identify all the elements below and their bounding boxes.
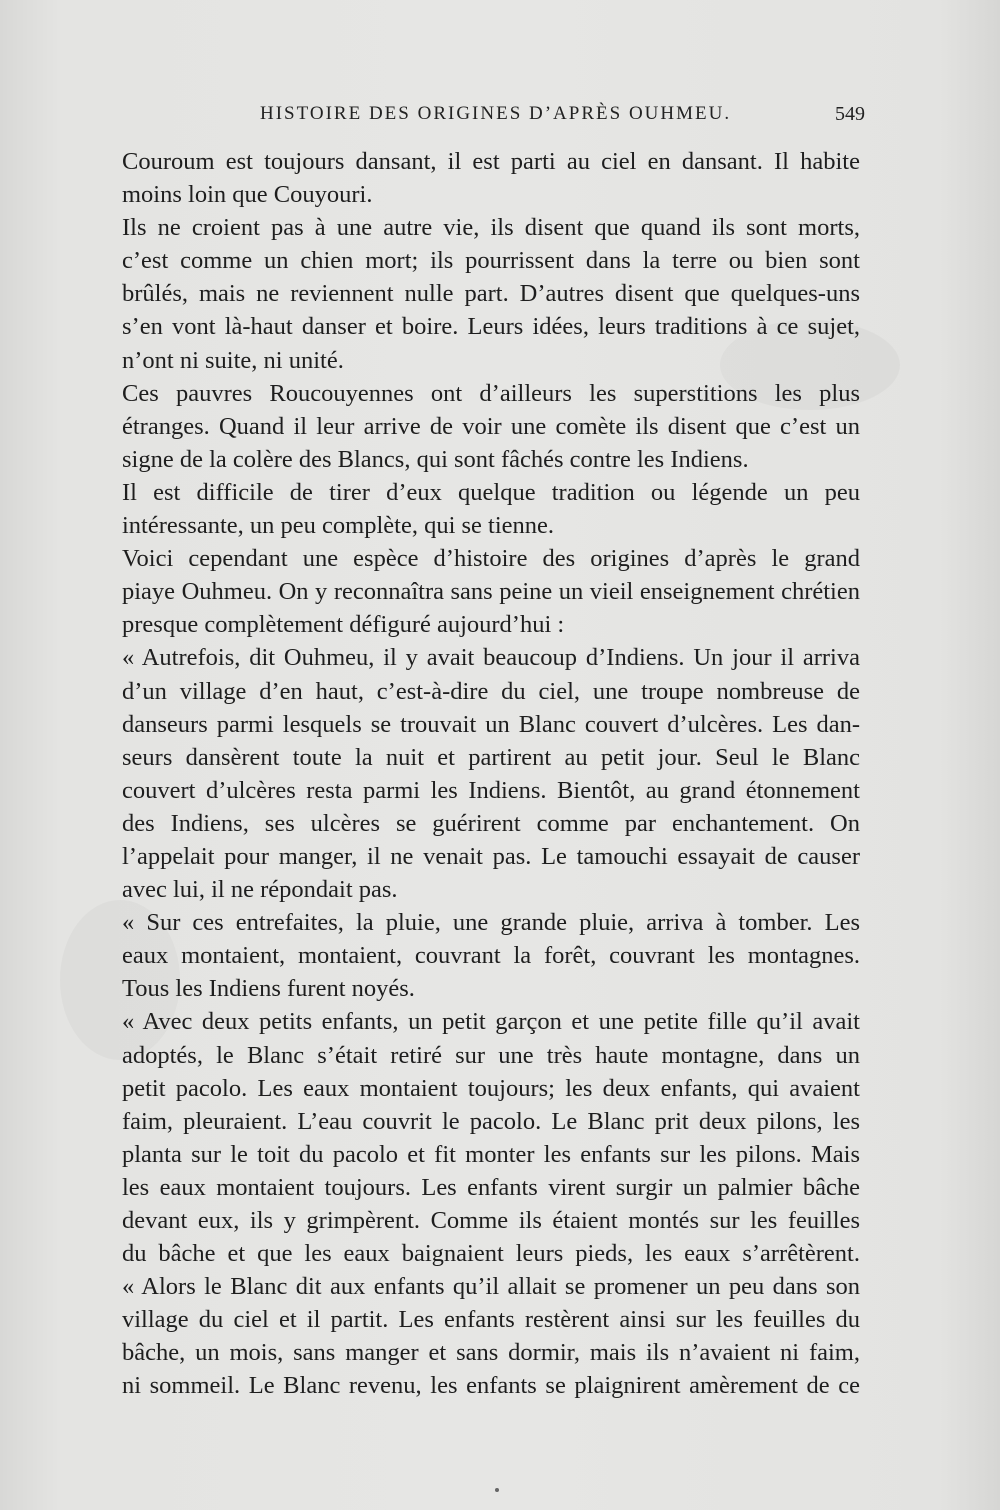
text-line: c’est comme un chien mort; ils pourrissent dans la terre ou bien sont: [122, 247, 860, 275]
text-line: étranges. Quand il leur arrive de voir une comète ils disent que c’est un: [122, 412, 860, 440]
text-line: Couroum est toujours dansant, il est parti au ciel en dansant. Il habite: [122, 148, 860, 175]
text-line: des Indiens, ses ulcères se guérirent comme par enchantement. On: [122, 809, 860, 837]
text-line: moins loin que Couyouri.: [122, 181, 373, 209]
text-line: Ils ne croient pas à une autre vie, ils disent que quand ils sont morts,: [122, 214, 860, 242]
text-line: planta sur le toit du pacolo et fit monter les enfants sur les pilons. Mais: [122, 1140, 860, 1168]
page-number: 549: [835, 103, 865, 125]
print-speck: [495, 1488, 499, 1492]
text-line: n’ont ni suite, ni unité.: [122, 346, 344, 374]
text-line: l’appelait pour manger, il ne venait pas. Le tamouchi essayait de causer: [122, 842, 860, 870]
text-line: Il est difficile de tirer d’eux quelque tradition ou légende un peu: [122, 478, 860, 506]
text-line: brûlés, mais ne reviennent nulle part. D’autres disent que quelques-uns: [122, 280, 860, 308]
text-line: du bâche et que les eaux baignaient leurs pieds, les eaux s’arrêtèrent.: [122, 1240, 860, 1268]
text-line: s’en vont là-haut danser et boire. Leurs idées, leurs traditions à ce sujet,: [122, 313, 860, 341]
text-line: devant eux, ils y grimpèrent. Comme ils étaient montés sur les feuilles: [122, 1207, 860, 1234]
text-line: piaye Ouhmeu. On y reconnaîtra sans peine un vieil enseignement chrétien: [122, 578, 860, 606]
text-line: « Autrefois, dit Ouhmeu, il y avait beaucoup d’Indiens. Un jour il arriva: [122, 644, 860, 672]
body-text: [122, 145, 860, 1403]
text-line: Voici cependant une espèce d’histoire des origines d’après le grand: [122, 545, 860, 573]
text-line: adoptés, le Blanc s’était retiré sur une très haute montagne, dans un: [122, 1041, 860, 1069]
text-line: ni sommeil. Le Blanc revenu, les enfants se plaignirent amèrement de ce: [122, 1372, 860, 1400]
text-line: « Avec deux petits enfants, un petit garçon et une petite fille qu’il avait: [122, 1008, 860, 1036]
text-line: seurs dansèrent toute la nuit et partirent au petit jour. Seul le Blanc: [122, 743, 860, 771]
text-line: danseurs parmi lesquels se trouvait un Blanc couvert d’ulcères. Les dan-: [122, 710, 860, 738]
text-line: signe de la colère des Blancs, qui sont fâchés contre les Indiens.: [122, 445, 749, 473]
text-line: presque complètement défiguré aujourd’hui :: [122, 611, 565, 639]
text-line: eaux montaient, montaient, couvrant la forêt, couvrant les montagnes.: [122, 942, 860, 970]
text-line: faim, pleuraient. L’eau couvrit le pacolo. Le Blanc prit deux pilons, les: [122, 1107, 860, 1135]
text-line: petit pacolo. Les eaux montaient toujours; les deux enfants, qui avaient: [122, 1074, 860, 1102]
running-title: HISTOIRE DES ORIGINES D’APRÈS OUHMEU.: [260, 103, 732, 124]
text-line: Ces pauvres Roucouyennes ont d’ailleurs les superstitions les plus: [122, 379, 860, 407]
text-line: Tous les Indiens furent noyés.: [122, 975, 415, 1003]
text-line: bâche, un mois, sans manger et sans dormir, mais ils n’avaient ni faim,: [122, 1339, 860, 1367]
text-line: d’un village d’en haut, c’est-à-dire du ciel, une troupe nombreuse de: [122, 677, 860, 705]
text-line: village du ciel et il partit. Les enfants restèrent ainsi sur les feuilles du: [122, 1306, 860, 1334]
text-line: avec lui, il ne répondait pas.: [122, 876, 398, 904]
text-line: « Alors le Blanc dit aux enfants qu’il allait se promener un peu dans son: [122, 1273, 860, 1301]
text-line: « Sur ces entrefaites, la pluie, une grande pluie, arriva à tomber. Les: [122, 909, 860, 937]
text-line: couvert d’ulcères resta parmi les Indiens. Bientôt, au grand étonnement: [122, 776, 860, 804]
text-line: intéressante, un peu complète, qui se tienne.: [122, 512, 555, 540]
text-line: les eaux montaient toujours. Les enfants virent surgir un palmier bâche: [122, 1173, 860, 1201]
running-head: [120, 103, 865, 133]
